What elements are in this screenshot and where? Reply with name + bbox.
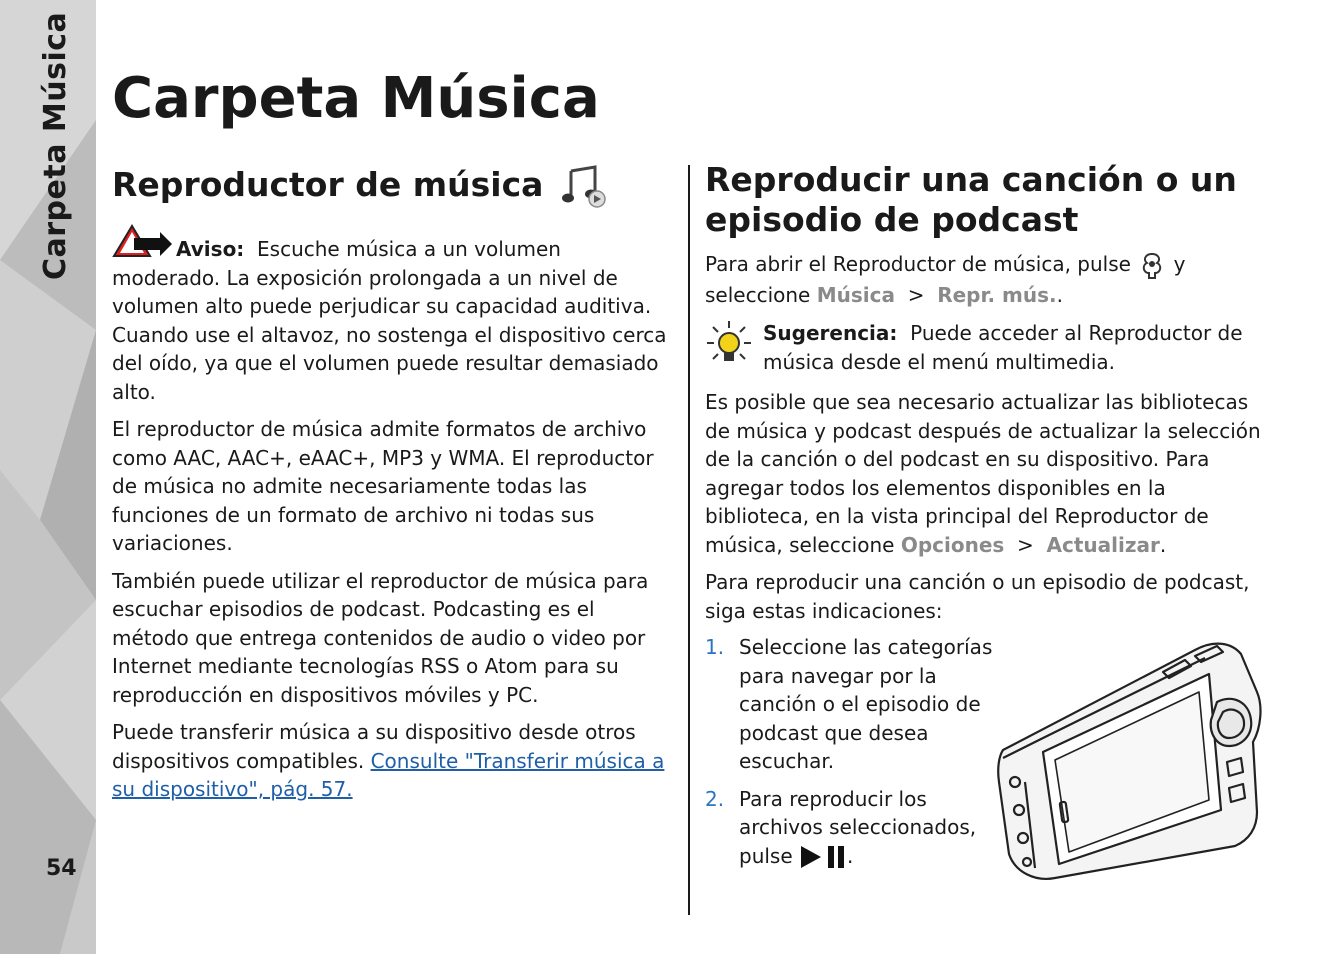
step-text: Seleccione las categorías para navegar por la canción o el episodio de podcast que desea escuchar. (739, 635, 993, 773)
menu-key-icon (1137, 251, 1167, 281)
tip-label: Sugerencia: (763, 321, 898, 345)
warning-block (112, 222, 674, 406)
step-number: 2. (705, 786, 725, 811)
paragraph-update-library (705, 388, 1275, 559)
lightbulb-icon (705, 319, 753, 367)
period: . (1159, 532, 1167, 557)
transfer-music-link[interactable]: Consulte "Transferir música a su dispositivo", pág. 57. (112, 748, 665, 801)
paragraph-formats: El reproductor de música admite formatos de archivo como AAC, AAC+, eAAC+, MP3 y WMA. El reproductor de música no admite necesariamente todas las funciones de un formato de archivo ni todas sus variaciones. (112, 417, 654, 555)
paragraph-open-player (705, 250, 1275, 309)
warning-label: Aviso: (176, 237, 245, 261)
play-pause-icon (799, 844, 847, 870)
music-note-icon (559, 161, 607, 209)
step-text: Para reproducir los archivos seleccionados, pulse (739, 786, 977, 868)
section-heading-music-player: Reproductor de música (112, 165, 544, 204)
menu-item-player: Repr. mús. (937, 282, 1057, 307)
steps-list (705, 633, 995, 870)
list-item (705, 633, 995, 776)
phone-illustration (995, 632, 1265, 884)
warning-text: Escuche música a un volumen moderado. La exposición prolongada a un nivel de volumen alto puede perjudicar su capacidad auditiva. Cuando use el altavoz, no sostenga el dispositivo cerca del oído, ya que el volumen puede resultar demasiado alto. (112, 237, 667, 404)
page-number: 54 (46, 856, 77, 881)
menu-item-update: Actualizar (1046, 532, 1160, 557)
column-divider (688, 165, 690, 915)
page-title: Carpeta Música (112, 66, 600, 131)
open-text-mid: y seleccione (705, 252, 1186, 307)
transfer-text: Puede transferir música a su dispositivo desde otros dispositivos compatibles. (112, 720, 636, 773)
menu-item-music: Música (816, 282, 895, 307)
open-text: Para abrir el Reproductor de música, pulse (705, 252, 1131, 276)
menu-separator: > (907, 282, 925, 307)
tip-text: Puede acceder al Reproductor de música desde el menú multimedia. (763, 321, 1243, 374)
paragraph-podcast: También puede utilizar el reproductor de música para escuchar episodios de podcast. Podcasting es el método que entrega contenidos de audio o video por Internet mediante tecnologías RSS o Atom para su reproducción en dispositivos móviles y PC. (112, 568, 649, 707)
section-heading-play-song: Reproducir una canción o un episodio de podcast (705, 160, 1237, 239)
menu-item-options: Opciones (900, 532, 1005, 557)
update-text: Es posible que sea necesario actualizar las bibliotecas de música y podcast después de actualizar la selección de la canción o del podcast en su dispositivo. Para agregar todos los elementos disponibles en la biblioteca, en la vista principal del Reproductor de música, seleccione (705, 390, 1261, 557)
list-item (705, 785, 995, 871)
period: . (847, 843, 854, 868)
paragraph-transfer (112, 718, 674, 804)
tip-block (705, 319, 1275, 376)
side-band (0, 0, 96, 954)
warning-icon (112, 222, 174, 260)
period: . (1056, 282, 1063, 307)
menu-separator: > (1017, 532, 1034, 557)
step-number: 1. (705, 635, 725, 659)
side-section-title: Carpeta Música (38, 11, 73, 280)
paragraph-play-intro: Para reproducir una canción o un episodio de podcast, siga estas indicaciones: (705, 570, 1250, 623)
left-column (112, 160, 674, 804)
